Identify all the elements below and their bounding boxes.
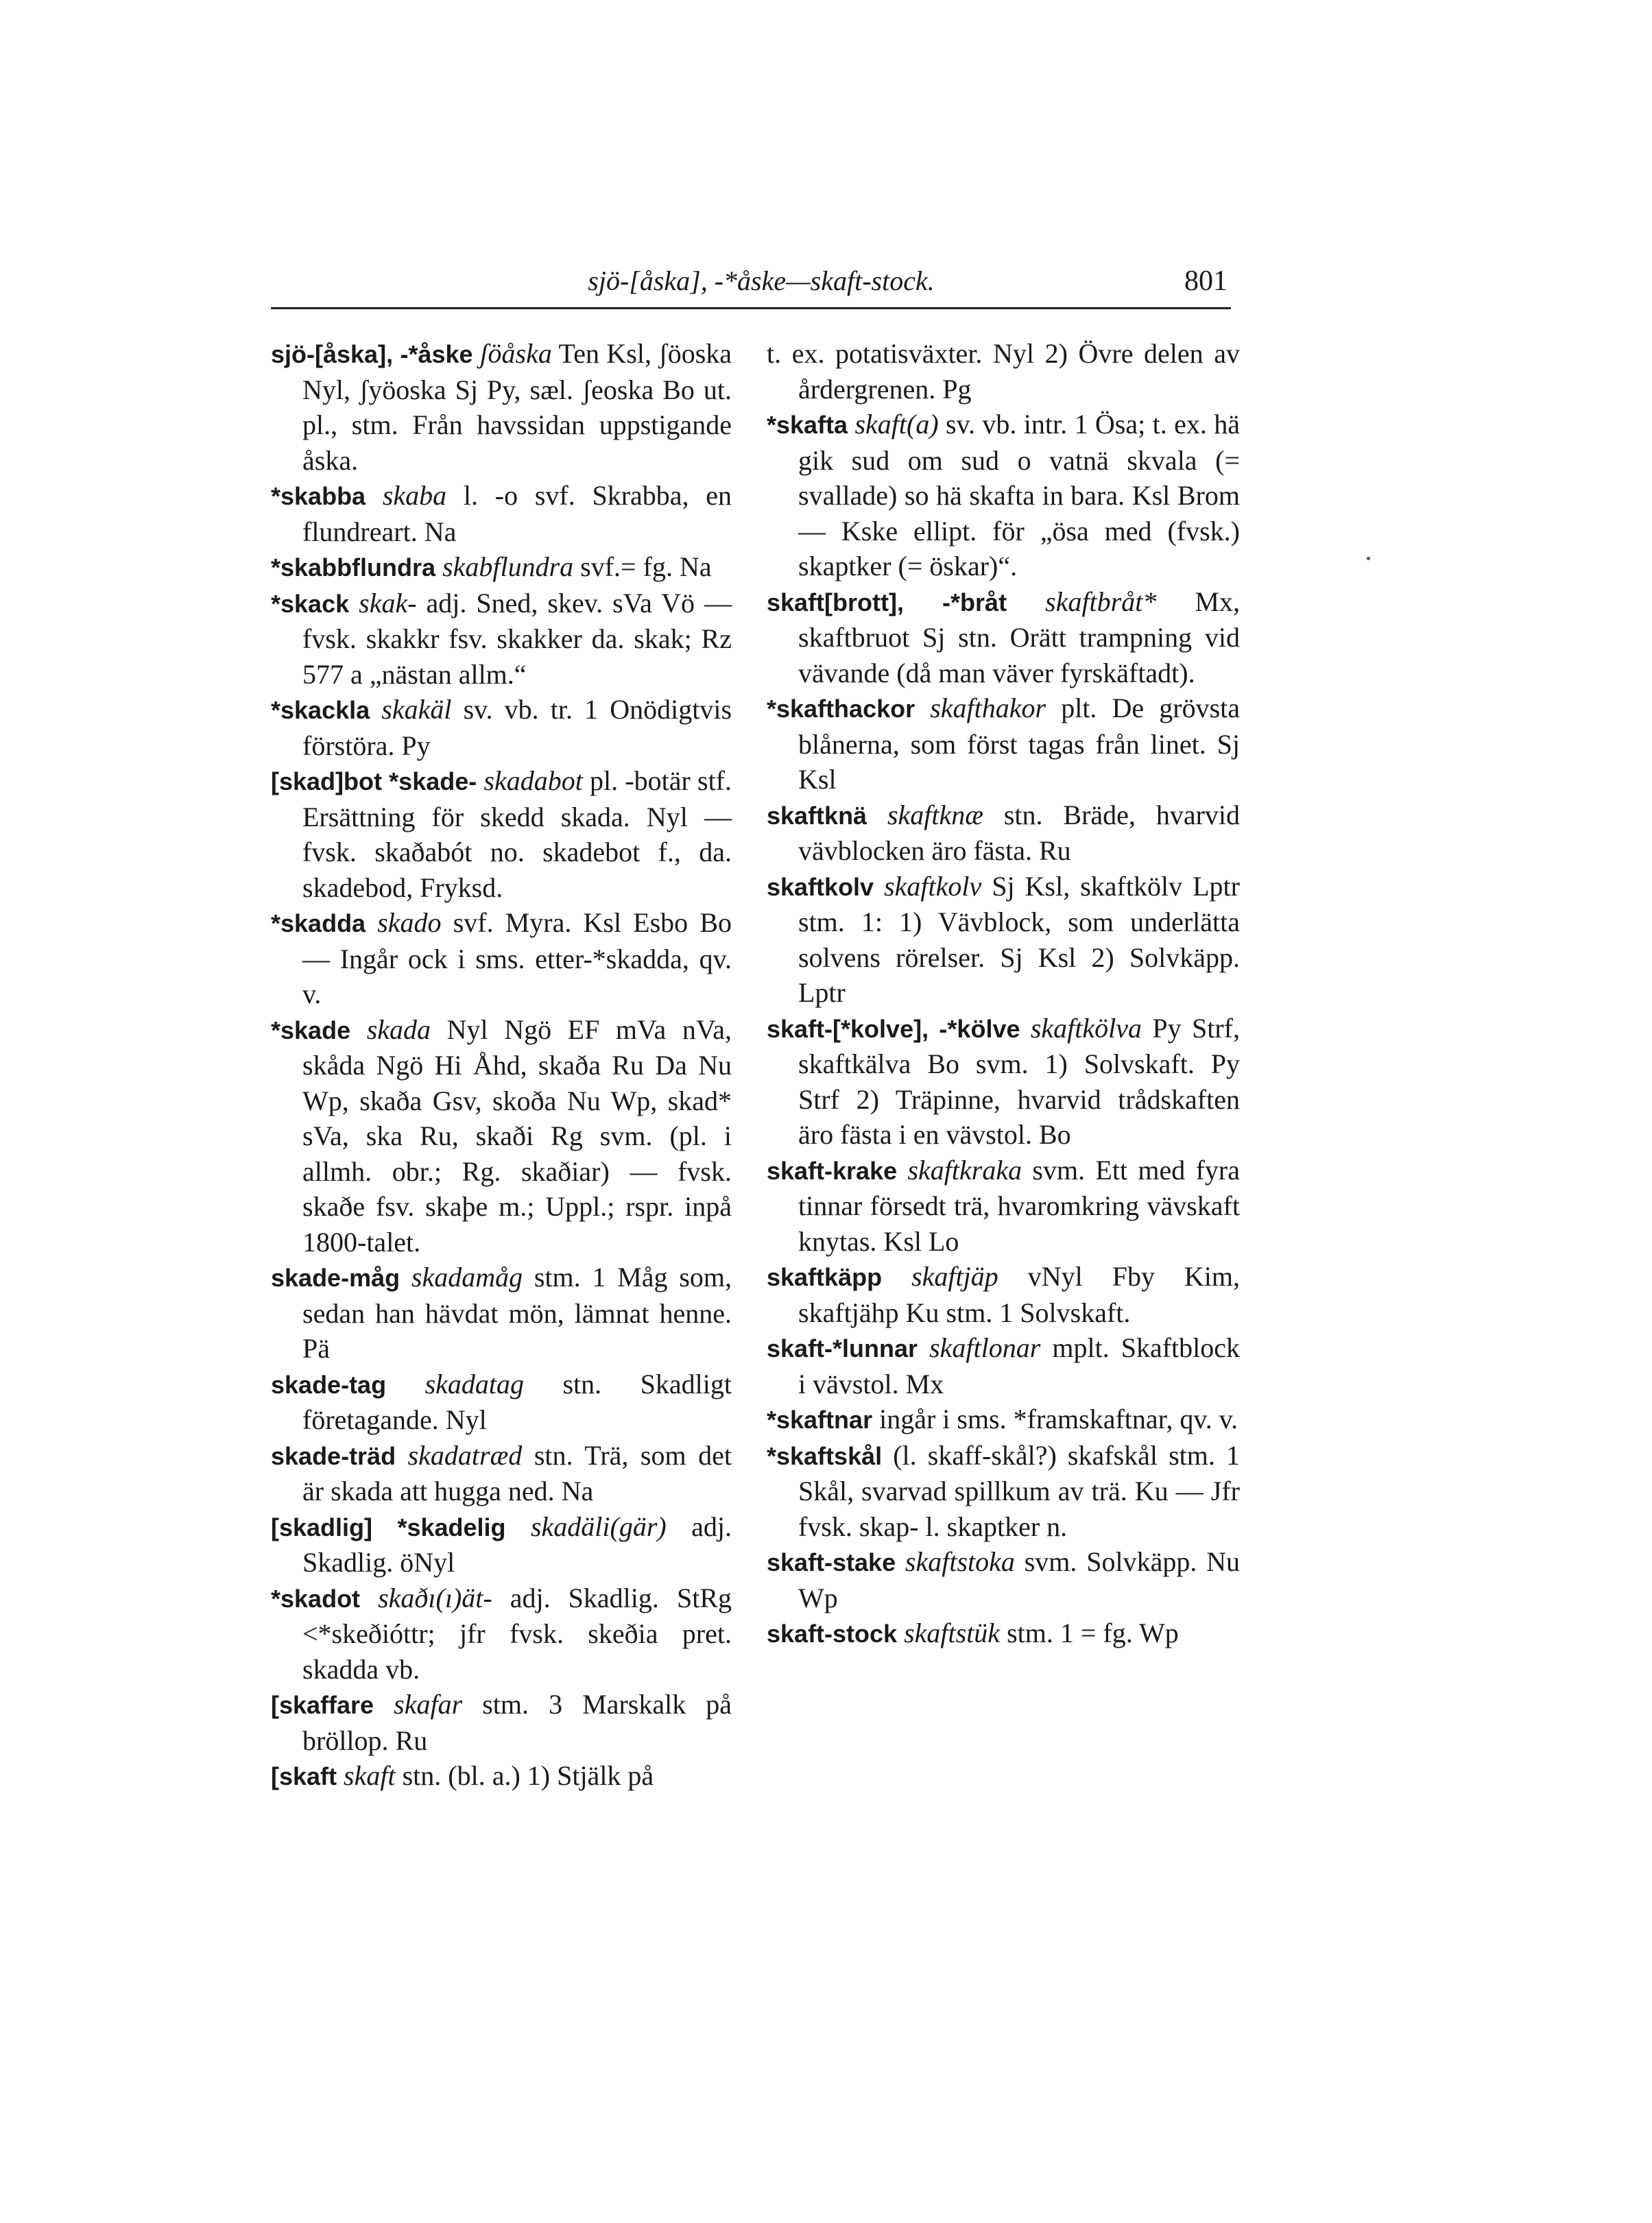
- entry-dialect-form: skada: [366, 1013, 431, 1045]
- entry-headword: skaft-*lunnar: [767, 1334, 918, 1362]
- entry-dialect-form: skado: [377, 907, 442, 938]
- dictionary-entry: [271, 478, 732, 549]
- entry-dialect-form: skabflundra: [442, 551, 574, 582]
- dictionary-entry: [271, 1438, 732, 1509]
- entry-headword: *skade: [271, 1016, 351, 1044]
- entry-headword: *skadda: [271, 909, 366, 937]
- dictionary-entry: [271, 905, 732, 1012]
- entry-dialect-form: skaðı(ı)ät-: [378, 1582, 492, 1613]
- dictionary-entry: [271, 1367, 732, 1438]
- entry-dialect-form: skakäl: [381, 694, 452, 725]
- entry-dialect-form: skaftknæ: [887, 799, 983, 830]
- entry-definition: Nyl Ngö EF mVa nVa, skåda Ngö Hi Åhd, skaða Ru Da Nu Wp, skaða Gsv, skoða Nu Wp, skad* sVa, ska Ru, skaði Rg svm. (pl. i allmh. obr.; Rg. skaðiar) — fvsk. skaðe fsv. skaþe m.; Uppl.; rspr. inpå 1800-talet.: [302, 1013, 732, 1258]
- entry-definition: adj. Skadlig. öNyl: [302, 1511, 732, 1578]
- entry-dialect-form: skaftkraka: [907, 1154, 1022, 1186]
- dictionary-entry: [767, 1153, 1240, 1260]
- entry-definition: svf.= fg. Na: [580, 551, 712, 582]
- entry-dialect-form: skaftstoka: [905, 1546, 1015, 1577]
- print-speck: [1367, 557, 1370, 560]
- entry-definition: stm. 3 Marskalk på bröllop. Ru: [302, 1689, 732, 1756]
- running-title: sjö-[åska], -*åske—skaft-stock.: [588, 265, 935, 296]
- entry-dialect-form: skak-: [359, 587, 417, 618]
- entry-dialect-form: skaftlonar: [929, 1332, 1041, 1363]
- entry-headword: skaftknä: [767, 801, 867, 830]
- dictionary-entry: [767, 1330, 1240, 1402]
- dictionary-entry: [271, 1758, 732, 1794]
- entry-headword: *skabbflundra: [271, 553, 436, 581]
- entry-headword: *skackla: [271, 696, 370, 724]
- entry-dialect-form: skaftkolv: [884, 870, 982, 902]
- entry-headword: *skadot: [271, 1584, 361, 1613]
- entry-definition: svm. Solvkäpp. Nu Wp: [798, 1546, 1241, 1613]
- entry-definition: adj. Sned, skev. sVa Vö — fvsk. skakkr fsv. skakker da. skak; Rz 577 a „nästan allm.“: [302, 587, 732, 690]
- entry-headword: skaft-stock: [767, 1620, 898, 1648]
- entry-headword: skaftkolv: [767, 872, 874, 901]
- entry-headword: *skack: [271, 589, 350, 618]
- dictionary-entry: [767, 869, 1240, 1011]
- dictionary-entry: [271, 763, 732, 905]
- entry-definition: adj. Skadlig. StRg <*skeðióttr; jfr fvsk. skeðia pret. skadda vb.: [302, 1582, 732, 1685]
- entry-headword: skaft-[*kolve], -*kölve: [767, 1014, 1020, 1043]
- entry-headword: *skafthackor: [767, 695, 915, 723]
- entry-headword: skaft[brott], -*bråt: [767, 588, 1007, 616]
- entry-definition: plt. De grövsta blånerna, som först tagas från linet. Sj Ksl: [798, 693, 1241, 795]
- entry-dialect-form: skafar: [394, 1689, 463, 1720]
- right-column: [767, 336, 1240, 1652]
- dictionary-entry: [767, 1615, 1240, 1652]
- dictionary-entry: [271, 336, 732, 478]
- entry-definition: pl. -botär stf. Ersättning för skedd skada. Nyl — fvsk. skaðabót no. skadebot f., da. skadebod, Fryksd.: [302, 765, 732, 903]
- entry-definition: stn. (bl. a.) 1) Stjälk på: [402, 1760, 654, 1791]
- entry-headword: sjö-[åska], -*åske: [271, 340, 473, 368]
- entry-headword: [skaft: [271, 1762, 337, 1790]
- dictionary-entry: [271, 1260, 732, 1367]
- dictionary-entry: [767, 1011, 1240, 1153]
- entry-headword: *skaftnar: [767, 1406, 873, 1434]
- dictionary-entry: [767, 797, 1240, 869]
- dictionary-entry: [271, 692, 732, 763]
- entry-definition: stn. Skadligt företagande. Nyl: [302, 1368, 732, 1435]
- dictionary-entry: [271, 586, 732, 693]
- entry-headword: skaft-stake: [767, 1548, 896, 1576]
- entry-definition: Ten Ksl, ʃöoska Nyl, ʃyöoska Sj Py, sæl. ʃeoska Bo ut. pl., stm. Från havssidan uppstigande åska.: [302, 338, 732, 476]
- entry-headword: [skaffare: [271, 1691, 374, 1719]
- dictionary-entry: [767, 1259, 1240, 1330]
- dictionary-entry: [767, 1544, 1240, 1615]
- entry-definition: Mx, skaftbruot Sj stn. Orätt trampning vid vävande (då man väver fyrskäftadt).: [798, 586, 1240, 688]
- entry-dialect-form: skaftstük: [904, 1618, 1001, 1648]
- page-number: 801: [1184, 265, 1228, 297]
- entry-definition: Py Strf, skaftkälva Bo svm. 1) Solvskaft. Py Strf 2) Träpinne, hvarvid trådskaften äro fästa i en vävstol. Bo: [798, 1012, 1240, 1150]
- dictionary-entry: [271, 1687, 732, 1758]
- entry-definition: vNyl Fby Kim, skaftjähp Ku stm. 1 Solvskaft.: [798, 1261, 1241, 1328]
- entry-definition: sv. vb. tr. 1 Onödigtvis förstöra. Py: [302, 694, 732, 761]
- entry-definition: svf. Myra. Ksl Esbo Bo — Ingår ock i sms. etter-*skadda, qv. v.: [302, 907, 732, 1009]
- header-rule: [271, 307, 1231, 309]
- entry-dialect-form: skadabot: [483, 765, 583, 796]
- dictionary-entry: [767, 1438, 1240, 1545]
- entry-headword: *skaftskål: [767, 1441, 883, 1470]
- entry-definition: svm. Ett med fyra tinnar försedt trä, hvaromkring vävskaft knytas. Ksl Lo: [798, 1154, 1240, 1257]
- entry-dialect-form: skaba: [382, 480, 447, 511]
- entry-definition: ingår i sms. *framskaftnar, qv. v.: [879, 1404, 1238, 1434]
- entry-dialect-form: skadatag: [424, 1368, 524, 1399]
- entry-definition: stm. 1 = fg. Wp: [1007, 1618, 1179, 1648]
- entry-dialect-form: skadamåg: [411, 1262, 523, 1293]
- entry-headword: *skafta: [767, 411, 848, 439]
- dictionary-entry: [271, 1012, 732, 1260]
- entry-definition: t. ex. potatisväxter. Nyl 2) Övre delen av årdergrenen. Pg: [767, 338, 1240, 405]
- entry-headword: skaft-krake: [767, 1156, 898, 1185]
- entry-headword: [skadlig] *skadelig: [271, 1513, 506, 1541]
- entry-definition: sv. vb. intr. 1 Ösa; t. ex. hä gik sud om sud o vatnä skvala (= svallade) so hä skafta in bara. Ksl Brom — Kske ellipt. för „ösa med (fvsk.) skaptker (= öskar)“.: [798, 409, 1241, 581]
- entry-headword: skade-träd: [271, 1441, 396, 1470]
- entry-dialect-form: skaftkölva: [1030, 1012, 1142, 1044]
- entry-definition: stn. Trä, som det är skada att hugga ned. Na: [302, 1439, 732, 1506]
- entry-headword: skade-tag: [271, 1370, 387, 1399]
- entry-definition: (l. skaff-skål?) skafskål stm. 1 Skål, svarvad spillkum av trä. Ku — Jfr fvsk. skap- l. skaptker n.: [798, 1439, 1241, 1542]
- dictionary-entry: [767, 690, 1240, 797]
- entry-headword: skaftkäpp: [767, 1263, 883, 1291]
- left-column: [271, 336, 732, 1794]
- dictionary-entry: [271, 1581, 732, 1687]
- entry-definition: stn. Bräde, hvarvid vävblocken äro fästa. Ru: [798, 799, 1240, 866]
- entry-headword: [skad]bot *skade-: [271, 767, 477, 795]
- dictionary-entry: [767, 336, 1240, 407]
- entry-dialect-form: ʃöåska: [480, 338, 552, 369]
- dictionary-entry: [767, 1402, 1240, 1438]
- entry-definition: stm. 1 Måg som, sedan han hävdat mön, lämnat henne. Pä: [302, 1262, 732, 1364]
- dictionary-entry: [271, 1509, 732, 1581]
- dictionary-entry: [767, 407, 1240, 584]
- entry-headword: skade-måg: [271, 1264, 400, 1292]
- entry-definition: Sj Ksl, skaftkölv Lptr stm. 1: 1) Vävblock, som underlätta solvens rörelser. Sj Ksl 2) Solvkäpp. Lptr: [798, 870, 1240, 1008]
- entry-definition: mplt. Skaftblock i vävstol. Mx: [798, 1332, 1241, 1399]
- entry-dialect-form: skaft: [344, 1760, 396, 1791]
- running-head: [267, 261, 1241, 302]
- entry-headword: *skabba: [271, 482, 366, 510]
- entry-dialect-form: skaftbråt*: [1045, 586, 1157, 617]
- dictionary-entry: [767, 584, 1240, 691]
- dictionary-entry: [271, 549, 732, 586]
- entry-dialect-form: skaftjäp: [911, 1261, 998, 1292]
- entry-dialect-form: skaft(a): [854, 409, 939, 440]
- entry-dialect-form: skadäli(gär): [530, 1511, 667, 1542]
- entry-dialect-form: skafthakor: [930, 693, 1046, 723]
- entry-definition: l. -o svf. Skrabba, en flundreart. Na: [302, 480, 732, 547]
- entry-dialect-form: skadatræd: [407, 1439, 523, 1471]
